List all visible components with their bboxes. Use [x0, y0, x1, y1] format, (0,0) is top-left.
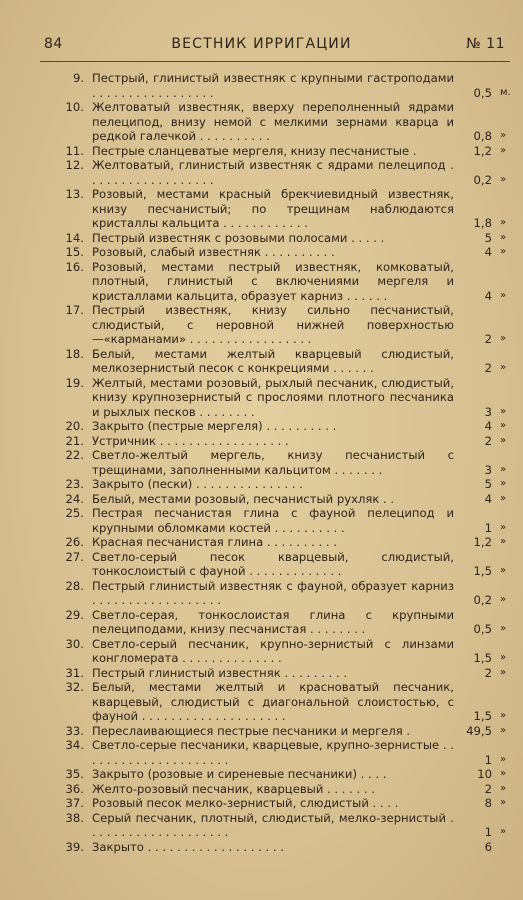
entry-thickness: 1,2 [473, 535, 492, 549]
strata-entry [0, 303, 523, 347]
entry-thickness: 8 [484, 796, 492, 810]
entry-number: 20. [65, 419, 84, 433]
entry-unit: » [500, 826, 507, 837]
entry-unit: » [500, 782, 507, 794]
entry-unit: » [500, 173, 507, 185]
entry-thickness: 1 [484, 520, 492, 535]
entry-number: 22. [65, 448, 84, 462]
entry-description: Желтоватый известняк, вверху переполненный ядрами пелеципод, внизу немой с мелкими зернами кварца и редкой галечкой . . . . . . . . . . [92, 100, 454, 143]
running-header [0, 34, 523, 56]
strata-entry [0, 680, 523, 724]
entry-number: 36. [65, 781, 84, 796]
strata-list [0, 71, 523, 854]
entry-thickness: 0,8 [473, 129, 492, 143]
strata-entry [0, 840, 523, 855]
entry-unit: м. [500, 86, 511, 98]
entry-number: 37. [65, 796, 84, 810]
entry-unit: » [500, 289, 507, 301]
entry-thickness: 2 [484, 433, 492, 448]
entry-thickness: 1 [484, 752, 492, 767]
entry-unit: » [500, 565, 507, 576]
strata-entry [0, 434, 523, 449]
entry-number: 12. [65, 158, 84, 172]
entry-unit: » [500, 478, 507, 489]
entry-thickness: 3 [484, 462, 492, 477]
entry-description: Пестрый, глинистый известняк с крупными гастроподами . . . . . . . . . . . . . . . . . [92, 71, 454, 100]
journal-title: ВЕСТНИК ИРРИГАЦИИ [171, 36, 352, 52]
entry-unit: » [500, 536, 507, 547]
entry-unit: » [500, 623, 507, 634]
entry-number: 10. [65, 100, 84, 114]
entry-description: Желто-розовый песчаник, кварцевый . . . . . . . [92, 781, 375, 796]
entry-thickness: 0,2 [473, 593, 492, 607]
strata-entry [0, 550, 523, 579]
strata-entry [0, 637, 523, 666]
entry-number: 31. [65, 665, 84, 680]
entry-unit: » [500, 797, 507, 808]
strata-entry [0, 477, 523, 492]
entry-description: Розовый, местами пестрый известняк, комковатый, плотный, глинистый с включениями мергеля и кристаллами кальцита, образует карниз . . . . . . [92, 259, 454, 303]
strata-entry [0, 506, 523, 535]
entry-unit: » [500, 724, 507, 736]
strata-entry [0, 419, 523, 434]
entry-description: Розовый, местами красный брекчиевидный известняк, книзу песчанистый; по трещинам наблюдаются кристаллы кальцита . . . . . . . . . . . . [92, 187, 454, 230]
entry-description: Пестрый известняк, книзу сильно песчанистый, слюдистый, с неровной нижней поверхностью—«карманами» . . . . . . . . . . . . . . . . . [92, 303, 454, 346]
strata-entry [0, 811, 523, 840]
entry-thickness: 5 [484, 230, 492, 245]
strata-entry [0, 100, 523, 144]
entry-thickness: 49,5 [466, 723, 492, 738]
entry-description: Светло-серая, тонкослоистая глина с крупными пелециподами, книзу песчанистая . . . . . . . . [92, 607, 454, 636]
strata-entry [0, 767, 523, 782]
entry-thickness: 1 [484, 825, 492, 839]
entry-unit: » [500, 231, 507, 243]
entry-thickness: 1,5 [473, 651, 492, 665]
entry-number: 33. [65, 723, 84, 738]
entry-unit: » [500, 217, 507, 228]
entry-unit: » [500, 463, 507, 475]
entry-number: 28. [65, 578, 84, 593]
entry-description: Красная песчанистая глина . . . . . . . . . . [92, 535, 337, 549]
strata-entry [0, 71, 523, 100]
entry-description: Светло-желтый мергель, книзу песчанистый с трещинами, заполненными кальцитом . . . . . . . [92, 448, 454, 477]
entry-thickness: 6 [484, 839, 492, 854]
entry-unit: » [500, 710, 507, 721]
entry-unit: » [500, 246, 507, 257]
entry-thickness: 2 [484, 665, 492, 680]
entry-description: Пестрая песчанистая глина с фауной пелеципод и крупными обломками костей . . . . . . . . . . [92, 506, 454, 535]
strata-entry [0, 187, 523, 231]
entry-thickness: 2 [484, 332, 492, 346]
entry-number: 16. [65, 259, 84, 274]
strata-entry [0, 376, 523, 420]
strata-entry [0, 144, 523, 159]
entry-number: 32. [65, 680, 84, 694]
entry-number: 29. [65, 607, 84, 622]
entry-description: Переслаивающиеся пестрые песчаники и мергеля . [92, 723, 411, 738]
entry-thickness: 1,8 [473, 216, 492, 230]
entry-thickness: 1,2 [473, 143, 492, 158]
entry-description: Белый, местами розовый, песчанистый рухляк . . [92, 491, 395, 506]
entry-description: Розовый, слабый известняк . . . . . . . . . . [92, 245, 335, 259]
entry-thickness: 3 [484, 404, 492, 419]
entry-number: 27. [65, 549, 84, 564]
entry-unit: » [500, 753, 507, 765]
entry-unit: » [500, 652, 507, 663]
strata-entry [0, 724, 523, 739]
entry-description: Светло-серые песчаники, кварцевые, крупно-зернистые . . . . . . . . . . . . . . . . . . . . . [92, 738, 454, 767]
entry-thickness: 4 [484, 491, 492, 506]
strata-entry [0, 782, 523, 797]
entry-number: 11. [65, 143, 84, 158]
entry-number: 34. [65, 738, 84, 752]
entry-description: Серый песчаник, плотный, слюдистый, мелко-зернистый . . . . . . . . . . . . . . . . . . . . [92, 810, 454, 839]
strata-entry [0, 347, 523, 376]
entry-thickness: 0,5 [473, 85, 492, 100]
entry-description: Желтоватый, глинистый известняк с ядрами пелеципод . . . . . . . . . . . . . . . . . . [92, 158, 454, 187]
entry-thickness: 4 [484, 288, 492, 303]
entry-description: Пестрые сланцеватые мергеля, книзу песчанистые . [92, 143, 417, 158]
entry-unit: » [500, 492, 507, 504]
entry-number: 39. [65, 839, 84, 854]
entry-description: Пестрый глинистый известняк . . . . . . . . . [92, 665, 348, 680]
strata-entry [0, 796, 523, 811]
entry-unit: » [500, 521, 507, 533]
entry-number: 9. [72, 71, 84, 85]
strata-entry [0, 245, 523, 260]
entry-number: 17. [65, 303, 84, 317]
entry-thickness: 4 [484, 245, 492, 259]
strata-entry [0, 738, 523, 767]
entry-description: Светло-серый песчаник, крупно-зернистый с линзами конгломерата . . . . . . . . . . . . . . [92, 636, 454, 665]
strata-entry [0, 158, 523, 187]
strata-entry [0, 448, 523, 477]
entry-thickness: 1,5 [473, 564, 492, 578]
entry-thickness: 2 [484, 781, 492, 796]
entry-description: Светло-серый песок кварцевый, слюдистый, тонкослоистый с фауной . . . . . . . . . . . . . [92, 549, 454, 578]
issue-number: № 11 [466, 36, 505, 52]
entry-number: 25. [65, 506, 84, 520]
entry-description: Пестрый глинистый известняк с фауной, образует карниз . . . . . . . . . . . . . . . . . . [92, 578, 454, 607]
strata-entry [0, 231, 523, 246]
entry-unit: » [500, 333, 507, 344]
entry-number: 24. [65, 491, 84, 506]
entry-description: Белый, местами желтый и красноватый песчаник, кварцевый, слюдистый с диагональной слоистостью, с фауной . . . . . . . . . . . . . . . . . . . . [92, 680, 454, 723]
entry-unit: » [500, 405, 507, 417]
strata-entry [0, 492, 523, 507]
entry-number: 26. [65, 535, 84, 549]
entry-description: Желтый, местами розовый, рыхлый песчаник, слюдистый, книзу крупнозернистый с прослоями плотного песчаника и рыхлых песков . . . . . . . . [92, 375, 454, 419]
entry-thickness: 4 [484, 419, 492, 433]
entry-number: 21. [65, 433, 84, 448]
entry-description: Закрыто (пестрые мергеля) . . . . . . . . . . [92, 419, 337, 433]
entry-number: 15. [65, 245, 84, 259]
strata-entry [0, 666, 523, 681]
entry-number: 14. [65, 230, 84, 245]
entry-unit: » [500, 130, 507, 141]
entry-number: 19. [65, 375, 84, 390]
entry-unit: » [500, 594, 507, 605]
entry-thickness: 5 [484, 477, 492, 491]
entry-description: Устричник . . . . . . . . . . . . . . . . . . [92, 433, 289, 448]
entry-number: 35. [65, 767, 84, 781]
entry-unit: » [500, 434, 507, 446]
strata-entry [0, 579, 523, 608]
entry-unit: » [500, 362, 507, 373]
strata-entry [0, 535, 523, 550]
entry-thickness: 1,5 [473, 709, 492, 723]
entry-thickness: 0,2 [473, 172, 492, 187]
entry-description: Закрыто (пески) . . . . . . . . . . . . . . . [92, 477, 303, 491]
entry-unit: » [500, 144, 507, 156]
entry-number: 13. [65, 187, 84, 201]
entry-number: 18. [65, 346, 84, 361]
entry-number: 38. [65, 810, 84, 825]
entry-unit: » [500, 768, 507, 779]
header-rule [40, 61, 510, 62]
entry-description: Розовый песок мелко-зернистый, слюдистый . . . . [92, 796, 399, 810]
entry-number: 30. [65, 636, 84, 651]
strata-entry [0, 260, 523, 304]
entry-unit: » [500, 666, 507, 678]
entry-description: Белый, местами желтый кварцевый слюдистый, мелкозернистый песок с конкрециями . . . . . . [92, 346, 454, 375]
entry-thickness: 0,5 [473, 622, 492, 636]
entry-description: Пестрый известняк с розовыми полосами . . . . . [92, 230, 385, 245]
entry-number: 23. [65, 477, 84, 491]
entry-description: Закрыто (розовые и сиреневые песчаники) . . . . [92, 767, 387, 781]
entry-thickness: 2 [484, 361, 492, 375]
entry-unit: » [500, 420, 507, 431]
page-number: 84 [44, 36, 63, 52]
entry-thickness: 10 [477, 767, 492, 781]
strata-entry [0, 608, 523, 637]
entry-description: Закрыто . . . . . . . . . . . . . . . . . . . [92, 839, 284, 854]
